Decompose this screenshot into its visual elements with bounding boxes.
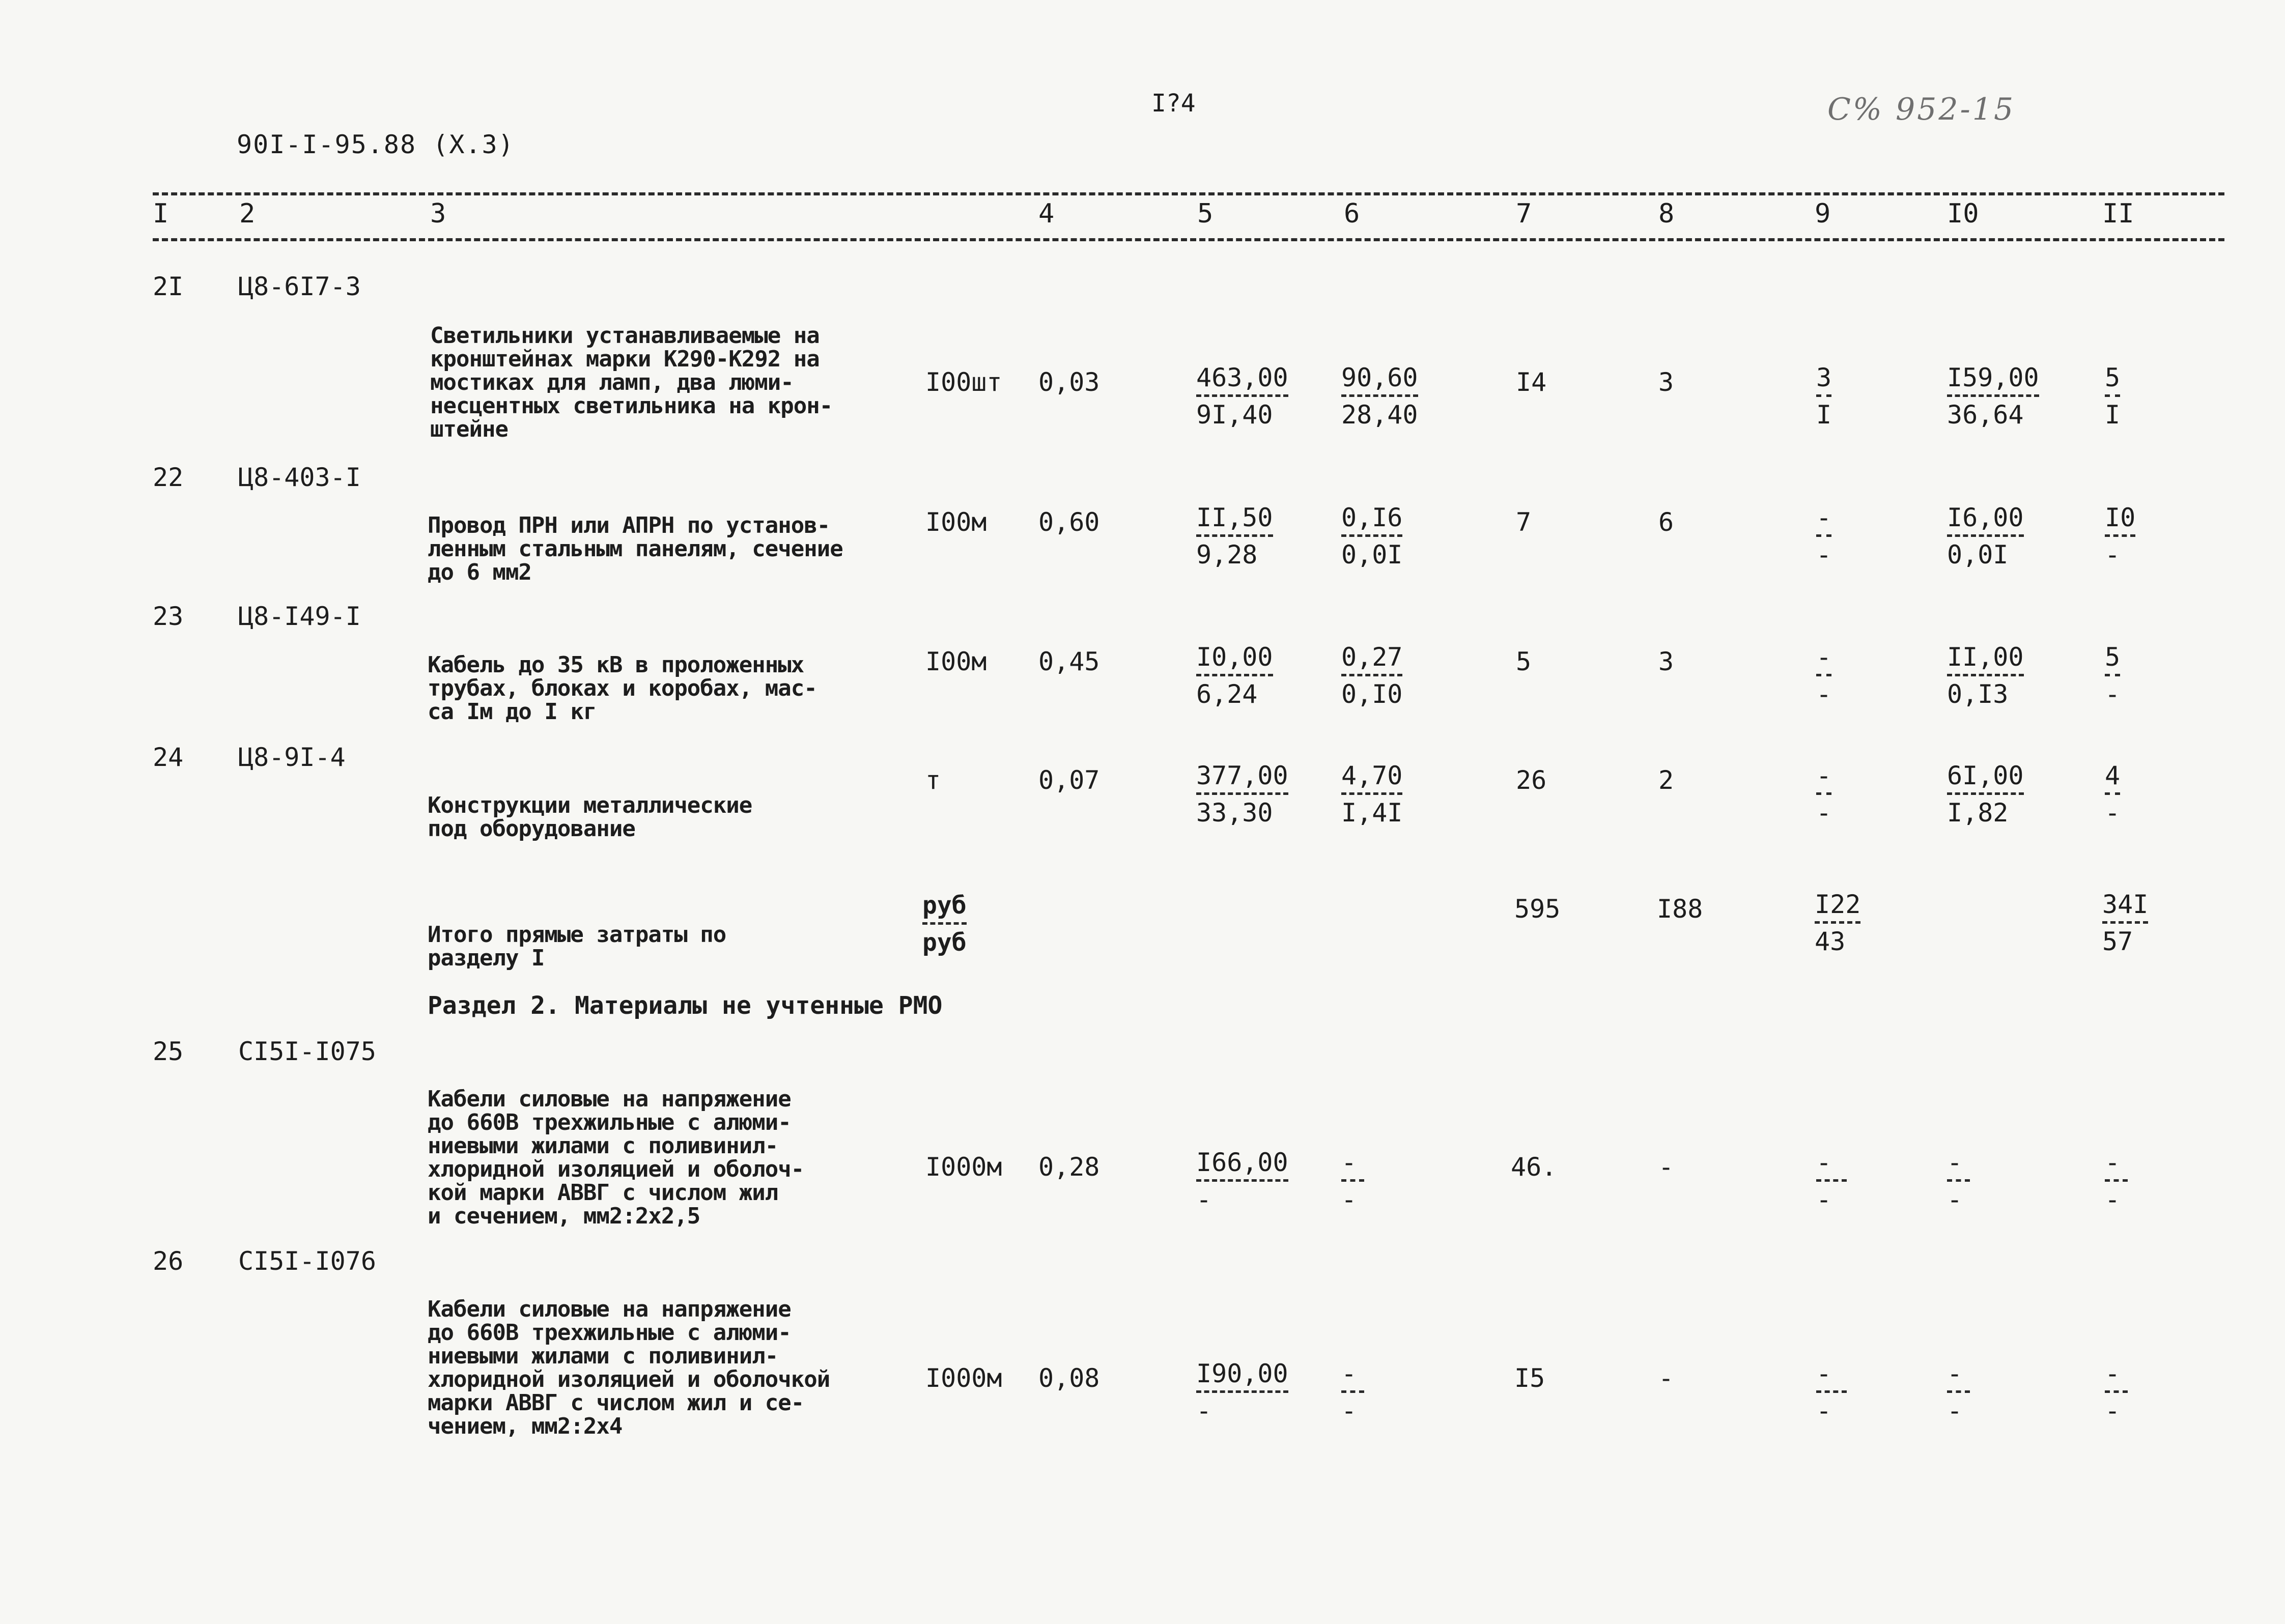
quantity: 0,03 <box>1038 367 1100 397</box>
column-number: 7 <box>1516 198 1532 229</box>
row-number: 23 <box>153 602 184 631</box>
row-number: 26 <box>153 1246 184 1276</box>
total-cost: 5 <box>1516 647 1532 676</box>
unit-cost-fraction: II,50 9,28 <box>1196 503 1273 569</box>
quantity: 0,60 <box>1038 507 1100 537</box>
col11-fraction: I0 - <box>2105 503 2136 569</box>
row-number: 22 <box>153 463 184 492</box>
unit: I00шт <box>925 367 1002 397</box>
page-number: I?4 <box>1151 89 1196 118</box>
col9-fraction: - - <box>1816 1149 1847 1213</box>
row-description: Провод ПРН или АПРН по установ- ленным стальным панелям, сечение до 6 мм2 <box>428 512 843 585</box>
col10-fraction: I6,00 0,0I <box>1947 503 2024 569</box>
machine-cost-fraction: 4,70 I,4I <box>1341 761 1403 828</box>
col11-fraction: 4 - <box>2105 761 2121 828</box>
row-description: Конструкции металлические под оборудование <box>428 792 752 842</box>
unit: I00м <box>925 507 987 537</box>
total-cost: 26 <box>1516 765 1547 795</box>
rate-code: CI5I-I075 <box>238 1037 376 1066</box>
labor-cost: 3 <box>1658 647 1674 676</box>
column-number: 5 <box>1197 198 1214 229</box>
unit: т <box>925 765 941 795</box>
document-code: 90I-I-95.88 (X.3) <box>237 130 515 159</box>
col9-fraction: - - <box>1816 1360 1847 1424</box>
column-number: I <box>153 198 169 229</box>
row-number: 24 <box>153 743 184 772</box>
quantity: 0,28 <box>1038 1152 1100 1182</box>
col9-fraction: - - <box>1816 761 1832 828</box>
col10-fraction: I59,00 36,64 <box>1947 363 2039 430</box>
total-col11-fraction: 34I 57 <box>2102 890 2149 956</box>
row-description: Кабели силовые на напряжение до 660В трехжильные с алюми- ниевыми жилами с поливинил- хлоридной изоляцией и оболочкой марки АВВГ с числом жил и се- чением, мм2:2x4 <box>428 1296 830 1439</box>
col11-fraction: - - <box>2105 1149 2128 1213</box>
col11-fraction: - - <box>2105 1360 2128 1424</box>
unit-cost-fraction: I66,00 - <box>1196 1148 1288 1214</box>
unit-cost-fraction: I0,00 6,24 <box>1196 642 1273 709</box>
quantity: 0,45 <box>1038 647 1100 676</box>
col9-fraction: 3 I <box>1816 363 1832 430</box>
total-cost: 595 <box>1514 894 1561 924</box>
total-unit-fraction: руб руб <box>922 891 967 957</box>
unit: I00м <box>925 647 987 676</box>
labor-cost: - <box>1658 1152 1674 1182</box>
row-description: Кабели силовые на напряжение до 660В трехжильные с алюми- ниевыми жилами с поливинил- хлоридной изоляцией и оболоч- кой марки АВВГ с числом жил и сечением, мм2:2x2,5 <box>428 1086 804 1229</box>
header-rule-bottom <box>153 238 2224 241</box>
labor-cost: 6 <box>1658 507 1674 537</box>
col11-fraction: 5 I <box>2105 363 2121 430</box>
col9-fraction: - - <box>1816 642 1832 709</box>
total-cost: I4 <box>1516 367 1547 397</box>
total-col9-fraction: I22 43 <box>1815 890 1861 956</box>
column-number: I0 <box>1947 198 1979 229</box>
machine-cost-fraction: 0,I6 0,0I <box>1341 503 1403 569</box>
total-cost: 7 <box>1516 507 1532 537</box>
col10-fraction: II,00 0,I3 <box>1947 642 2024 709</box>
machine-cost-fraction: - - <box>1341 1360 1364 1424</box>
total-cost: 46. <box>1511 1152 1557 1182</box>
col9-fraction: - - <box>1816 503 1832 569</box>
column-number: 8 <box>1658 198 1675 229</box>
unit-cost-fraction: 377,00 33,30 <box>1196 761 1288 828</box>
row-description: Светильники устанавливаемые на кронштейнах марки К290-К292 на мостиках для ламп, два люми- несцентных светильника на крон- штейне <box>430 323 833 442</box>
row-description: Кабель до 35 кВ в проложенных трубах, блоках и коробах, мас- са Iм до I кг <box>428 652 817 725</box>
section-title: Раздел 2. Материалы не учтенные РМО <box>428 991 943 1020</box>
column-number: 2 <box>239 198 256 229</box>
unit: I000м <box>925 1363 1002 1393</box>
row-number: 25 <box>153 1037 184 1066</box>
column-number: 3 <box>430 198 446 229</box>
total-labor: I88 <box>1657 894 1703 924</box>
labor-cost: 3 <box>1658 367 1674 397</box>
handwritten-stamp: C% 952-15 <box>1827 92 2016 127</box>
col11-fraction: 5 - <box>2105 642 2121 709</box>
col10-fraction: - - <box>1947 1360 1970 1424</box>
column-number: 4 <box>1038 198 1055 229</box>
rate-code: Ц8-I49-I <box>238 602 361 631</box>
machine-cost-fraction: 90,60 28,40 <box>1341 363 1418 430</box>
header-rule-top <box>153 192 2224 195</box>
col10-fraction: - - <box>1947 1149 1970 1213</box>
rate-code: CI5I-I076 <box>238 1246 376 1276</box>
labor-cost: - <box>1658 1363 1674 1393</box>
total-cost: I5 <box>1514 1363 1545 1393</box>
column-number: II <box>2102 198 2134 229</box>
column-number: 9 <box>1815 198 1831 229</box>
labor-cost: 2 <box>1658 765 1674 795</box>
quantity: 0,07 <box>1038 765 1100 795</box>
unit-cost-fraction: 463,00 9I,40 <box>1196 363 1288 430</box>
row-number: 2I <box>153 272 184 301</box>
rate-code: Ц8-403-I <box>238 463 361 492</box>
col10-fraction: 6I,00 I,82 <box>1947 761 2024 828</box>
unit-cost-fraction: I90,00 - <box>1196 1359 1288 1426</box>
machine-cost-fraction: 0,27 0,I0 <box>1341 642 1403 709</box>
unit: I000м <box>925 1152 1002 1182</box>
column-number: 6 <box>1344 198 1360 229</box>
rate-code: Ц8-9I-4 <box>238 743 346 772</box>
machine-cost-fraction: - - <box>1341 1149 1364 1213</box>
quantity: 0,08 <box>1038 1363 1100 1393</box>
total-description: Итого прямые затраты по разделу I <box>428 922 726 971</box>
rate-code: Ц8-6I7-3 <box>238 272 361 301</box>
